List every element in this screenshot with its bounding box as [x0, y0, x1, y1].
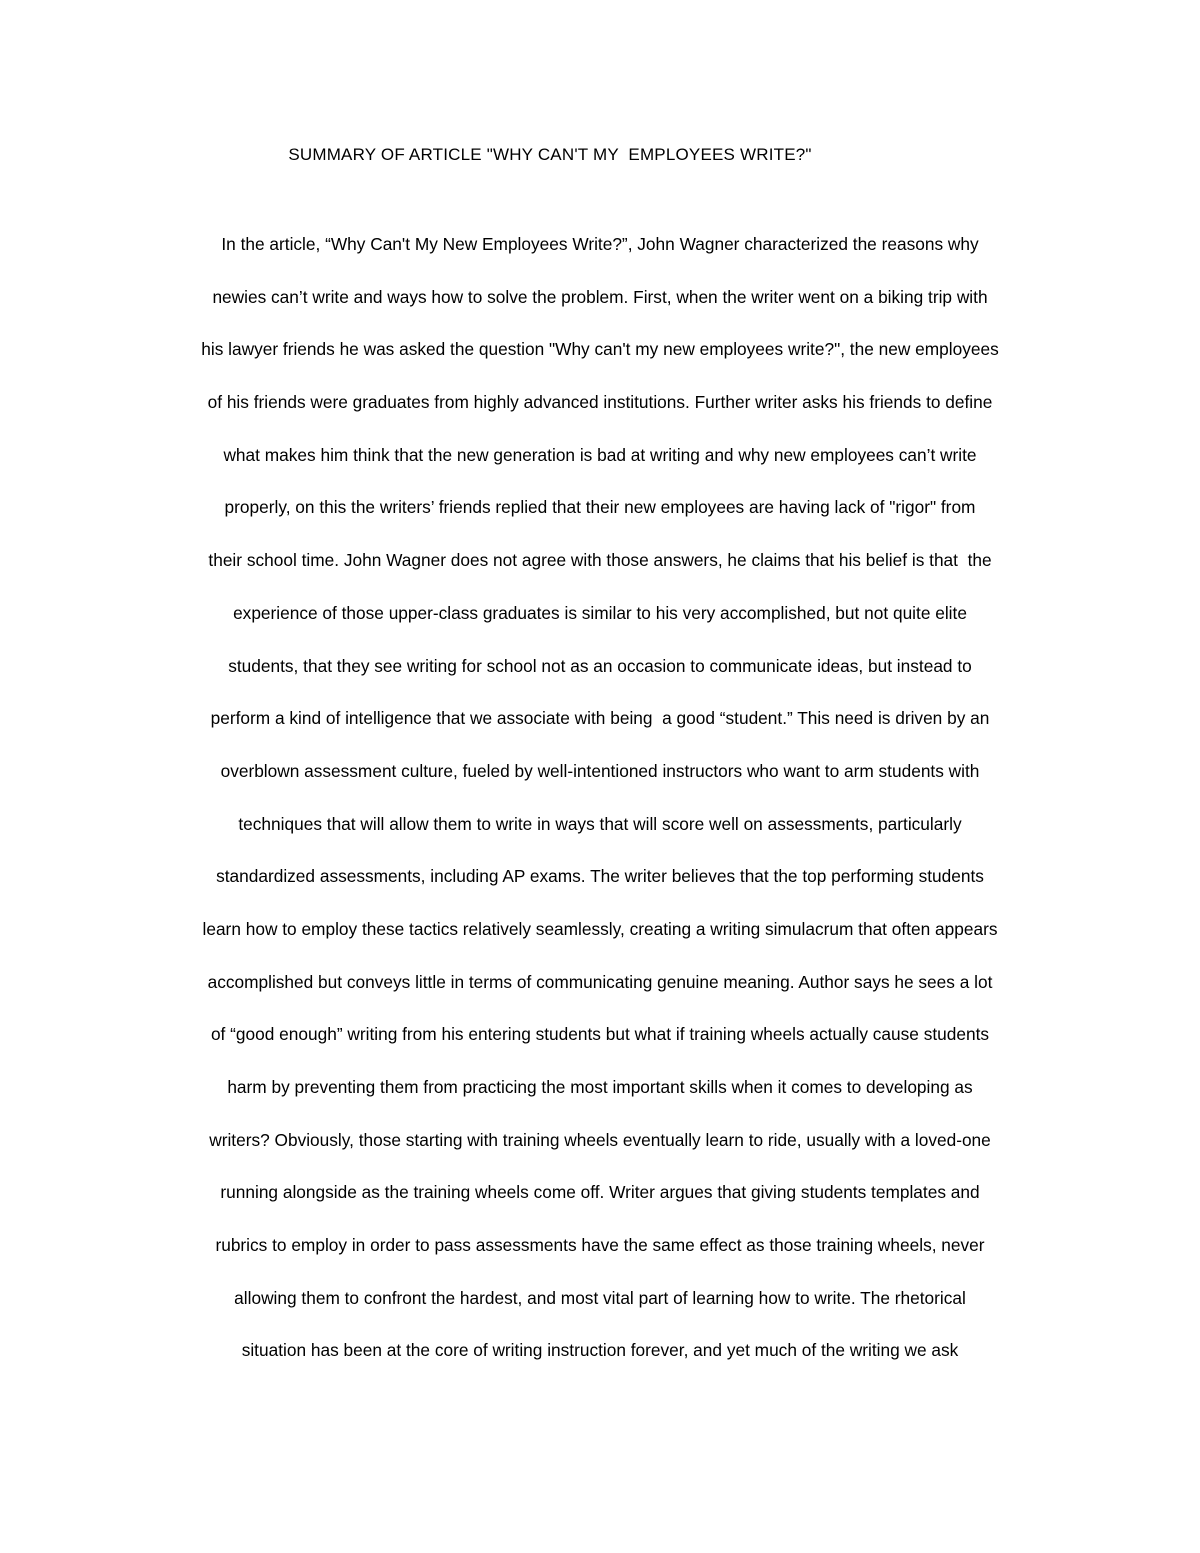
body-line: their school time. John Wagner does not agree with those answers, he claims that his belief is that the: [208, 550, 992, 571]
body-line: harm by preventing them from practicing the most important skills when it comes to developing as: [227, 1077, 973, 1097]
body-line: rubrics to employ in order to pass assessments have the same effect as those training wheels, never: [215, 1235, 985, 1256]
document-body: [0, 230, 1200, 1389]
body-line: learn how to employ these tactics relatively seamlessly, creating a writing simulacrum that often appears: [202, 918, 998, 939]
body-line: properly, on this the writers’ friends replied that their new employees are having lack of "rigor" from: [224, 497, 976, 518]
body-line: of “good enough” writing from his entering students but what if training wheels actually cause students: [210, 1024, 990, 1045]
body-line: his lawyer friends he was asked the question "Why can't my new employees write?", the new employees: [201, 339, 999, 360]
body-line: allowing them to confront the hardest, and most vital part of learning how to write. The rhetorical: [234, 1287, 966, 1308]
body-line: what makes him think that the new generation is bad at writing and why new employees can’t write: [223, 444, 977, 465]
body-line: perform a kind of intelligence that we associate with being a good “student.” This need is driven by an: [210, 708, 990, 729]
document-title: SUMMARY OF ARTICLE "WHY CAN'T MY EMPLOYEES WRITE?": [288, 145, 812, 164]
body-line: running alongside as the training wheels come off. Writer argues that giving students templates and: [220, 1182, 980, 1203]
body-line: accomplished but conveys little in terms of communicating genuine meaning. Author says he sees a lot: [207, 971, 993, 992]
body-line: students, that they see writing for school not as an occasion to communicate ideas, but instead to: [228, 655, 972, 676]
body-line: of his friends were graduates from highly advanced institutions. Further writer asks his friends to define: [207, 392, 993, 413]
body-line: In the article, “Why Can't My New Employees Write?”, John Wagner characterized the reasons why: [221, 234, 979, 254]
body-line: newies can’t write and ways how to solve the problem. First, when the writer went on a biking trip with: [212, 286, 988, 307]
body-line: experience of those upper-class graduates is similar to his very accomplished, but not quite elite: [233, 602, 967, 623]
body-line: situation has been at the core of writing instruction forever, and yet much of the writing we ask: [241, 1340, 959, 1361]
body-line: overblown assessment culture, fueled by well-intentioned instructors who want to arm students with: [220, 760, 980, 781]
body-line: techniques that will allow them to write in ways that will score well on assessments, particularly: [238, 813, 962, 834]
body-line: standardized assessments, including AP exams. The writer believes that the top performing students: [216, 866, 984, 887]
body-line: writers? Obviously, those starting with training wheels eventually learn to ride, usually with a loved-one: [209, 1129, 991, 1150]
